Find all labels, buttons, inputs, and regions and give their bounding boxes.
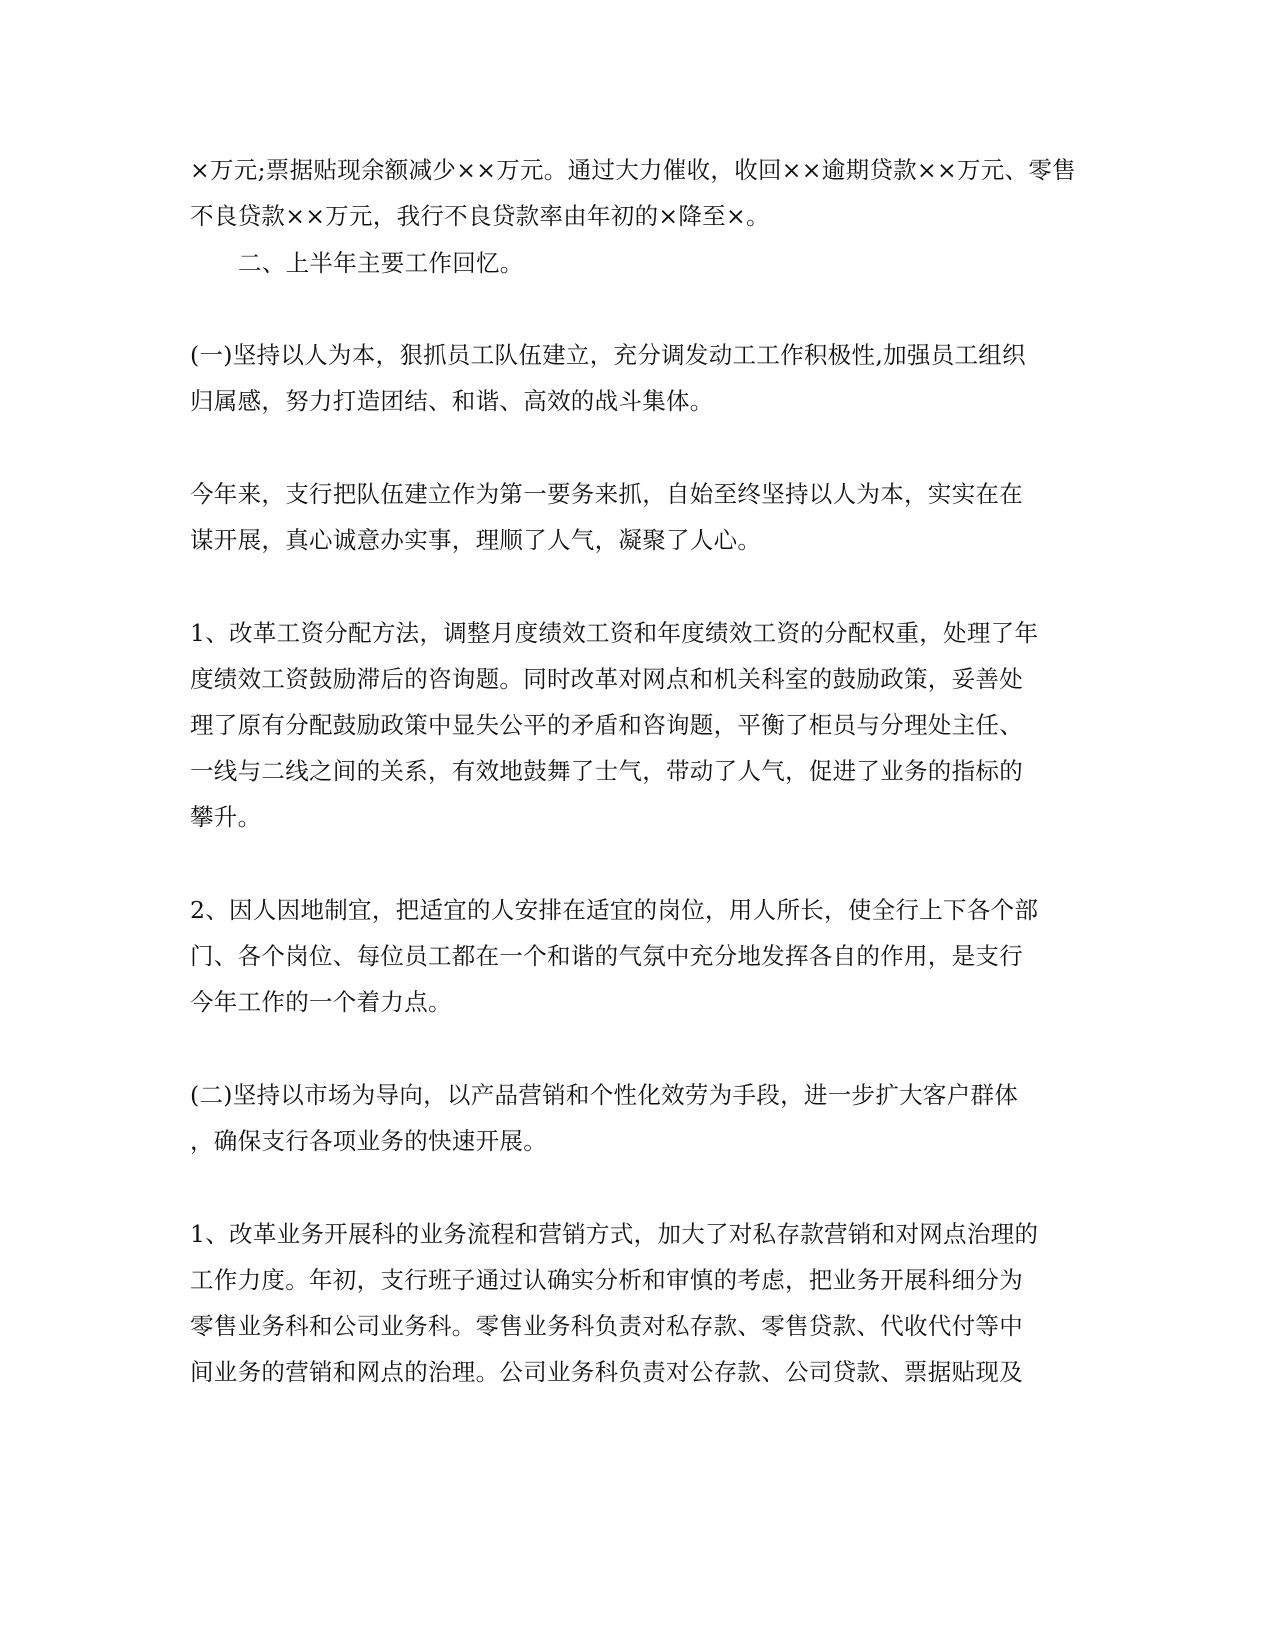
text-line: ×万元;票据贴现余额减少××万元。通过大力催收，收回××逾期贷款××万元、零售 xyxy=(190,156,1076,184)
text-line: 一线与二线之间的关系，有效地鼓舞了士气，带动了人气，促进了业务的指标的 xyxy=(190,757,1023,785)
text-line: 二、上半年主要工作回忆。 xyxy=(238,249,524,277)
text-line: 零售业务科和公司业务科。零售业务科负责对私存款、零售贷款、代收代付等中 xyxy=(190,1312,1023,1340)
text-line: 工作力度。年初，支行班子通过认确实分析和审慎的考虑，把业务开展科细分为 xyxy=(190,1266,1023,1294)
text-line: 1、改革工资分配方法，调整月度绩效工资和年度绩效工资的分配权重，处理了年 xyxy=(190,619,1039,647)
text-line: 攀升。 xyxy=(190,803,262,831)
text-line: 归属感，努力打造团结、和谐、高效的战斗集体。 xyxy=(190,387,714,415)
text-line: ，确保支行各项业务的快速开展。 xyxy=(190,1127,547,1155)
text-line: (二)坚持以市场为导向，以产品营销和个性化效劳为手段，进一步扩大客户群体 xyxy=(190,1081,1019,1109)
text-line: 1、改革业务开展科的业务流程和营销方式，加大了对私存款营销和对网点治理的 xyxy=(190,1220,1039,1248)
text-line: 间业务的营销和网点的治理。公司业务科负责对公存款、公司贷款、票据贴现及 xyxy=(190,1358,1023,1386)
text-line: 谋开展，真心诚意办实事，理顺了人气，凝聚了人心。 xyxy=(190,526,762,554)
text-line: 理了原有分配鼓励政策中显失公平的矛盾和咨询题，平衡了柜员与分理处主任、 xyxy=(190,711,1023,739)
text-line: 今年工作的一个着力点。 xyxy=(190,988,452,1016)
text-line: 不良贷款××万元，我行不良贷款率由年初的×降至×。 xyxy=(190,202,770,230)
text-line: (一)坚持以人为本，狠抓员工队伍建立，充分调发动工工作积极性,加强员工组织 xyxy=(190,341,1026,369)
text-line: 2、因人因地制宜，把适宜的人安排在适宜的岗位，用人所长，使全行上下各个部 xyxy=(190,896,1039,924)
text-line: 门、各个岗位、每位员工都在一个和谐的气氛中充分地发挥各自的作用，是支行 xyxy=(190,942,1023,970)
text-line: 今年来，支行把队伍建立作为第一要务来抓，自始至终坚持以人为本，实实在在 xyxy=(190,480,1023,508)
text-line: 度绩效工资鼓励滞后的咨询题。同时改革对网点和机关科室的鼓励政策，妥善处 xyxy=(190,665,1023,693)
